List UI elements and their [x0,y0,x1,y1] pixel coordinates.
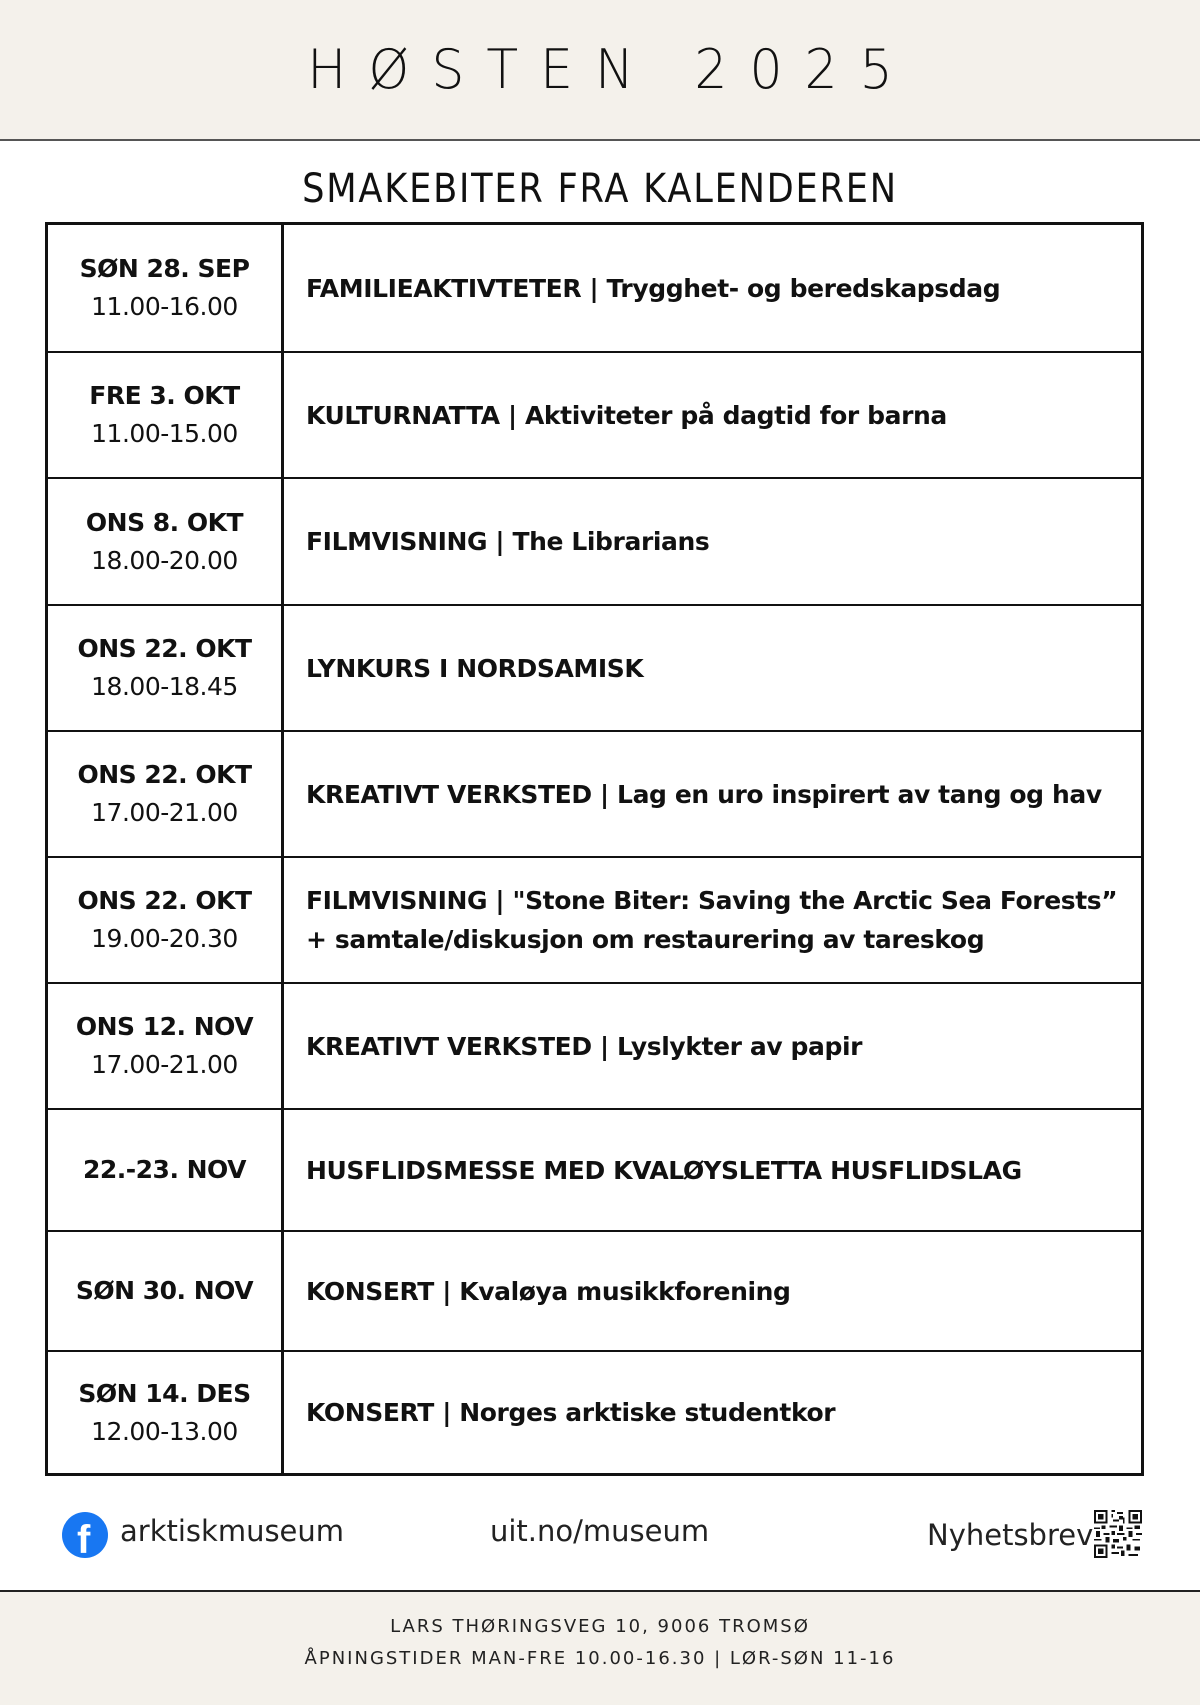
event-date-cell [48,1232,284,1350]
event-title: KULTURNATTA | Aktiviteter på dagtid for barna [306,400,947,430]
event-title: FILMVISNING | The Librarians [306,527,710,556]
event-date-cell [48,1352,284,1473]
event-description-cell [284,225,1141,351]
event-time: 19.00-20.30 [91,924,238,953]
event-time: 17.00-21.00 [91,798,238,827]
address: LARS THØRINGSVEG 10, 9006 TROMSØ [390,1616,810,1637]
website-link[interactable]: uit.no/museum [490,1514,710,1548]
event-description-cell [284,606,1141,730]
event-date: SØN 30. NOV [75,1276,254,1305]
opening-hours: ÅPNINGSTIDER MAN-FRE 10.00-16.30 | LØR-SØN 11-16 [304,1648,896,1669]
event-title: KONSERT | Kvaløya musikkforening [306,1276,791,1306]
contact-links [0,1500,1200,1570]
event-date: ONS 22. OKT [77,760,252,789]
event-title: LYNKURS I NORDSAMISK [306,653,644,683]
facebook-icon[interactable]: f [62,1512,108,1558]
event-date: 22.-23. NOV [82,1155,246,1184]
event-date-cell [48,606,284,730]
event-row [48,730,1141,856]
event-row [48,1230,1141,1350]
event-title: KREATIVT VERKSTED | Lag en uro inspirert av tang og hav [306,779,1102,809]
qr-code-icon[interactable] [1094,1510,1142,1558]
event-row [48,477,1141,604]
event-title: KREATIVT VERKSTED | Lyslykter av papir [306,1031,863,1061]
event-row [48,351,1141,477]
event-time: 17.00-21.00 [91,1050,238,1079]
event-time: 18.00-18.45 [91,672,238,701]
event-time: 11.00-15.00 [91,419,238,448]
event-date: SØN 28. SEP [79,254,250,283]
event-description-cell [284,1232,1141,1350]
event-date: FRE 3. OKT [89,381,240,410]
event-date-cell [48,1110,284,1230]
header-band [0,0,1200,141]
event-description-cell [284,732,1141,856]
event-date: ONS 8. OKT [85,507,244,537]
event-date-cell [48,353,284,477]
event-row [48,1350,1141,1473]
event-row [48,982,1141,1108]
event-row [48,604,1141,730]
event-description-cell [284,479,1141,604]
event-description-cell [284,1110,1141,1230]
event-title: FILMVISNING | "Stone Biter: Saving the Arctic Sea Forests” [306,886,1118,915]
event-date-cell [48,732,284,856]
event-date-cell [48,858,284,982]
event-description-cell [284,858,1141,982]
event-row [48,1108,1141,1230]
event-description-cell [284,1352,1141,1473]
event-date-cell [48,984,284,1108]
event-date: ONS 22. OKT [77,886,252,915]
event-row [48,225,1141,351]
event-description-cell [284,984,1141,1108]
event-date: ONS 22. OKT [77,634,252,663]
event-time: 11.00-16.00 [91,292,238,321]
event-date-cell [48,225,284,351]
event-title: HUSFLIDSMESSE MED KVALØYSLETTA HUSFLIDSLAG [306,1155,1022,1185]
event-time: 12.00-13.00 [91,1416,238,1446]
footer-band [0,1590,1200,1705]
newsletter-label: Nyhetsbrev [927,1518,1094,1552]
event-time: 18.00-20.00 [91,545,238,575]
event-date-cell [48,479,284,604]
event-title: + samtale/diskusjon om restaurering av tareskog [306,925,985,954]
event-title: FAMILIEAKTIVTETER | Trygghet- og beredskapsdag [306,273,1001,303]
event-title: KONSERT | Norges arktiske studentkor [306,1398,836,1427]
page-title: HØSTEN 2025 [307,38,915,102]
event-description-cell [284,353,1141,477]
events-table [45,222,1144,1476]
event-date: ONS 12. NOV [75,1012,254,1041]
event-date: SØN 14. DES [78,1378,251,1408]
event-row [48,856,1141,982]
facebook-link[interactable]: arktiskmuseum [120,1514,345,1548]
section-subtitle: SMAKEBITER FRA KALENDEREN [302,166,898,212]
